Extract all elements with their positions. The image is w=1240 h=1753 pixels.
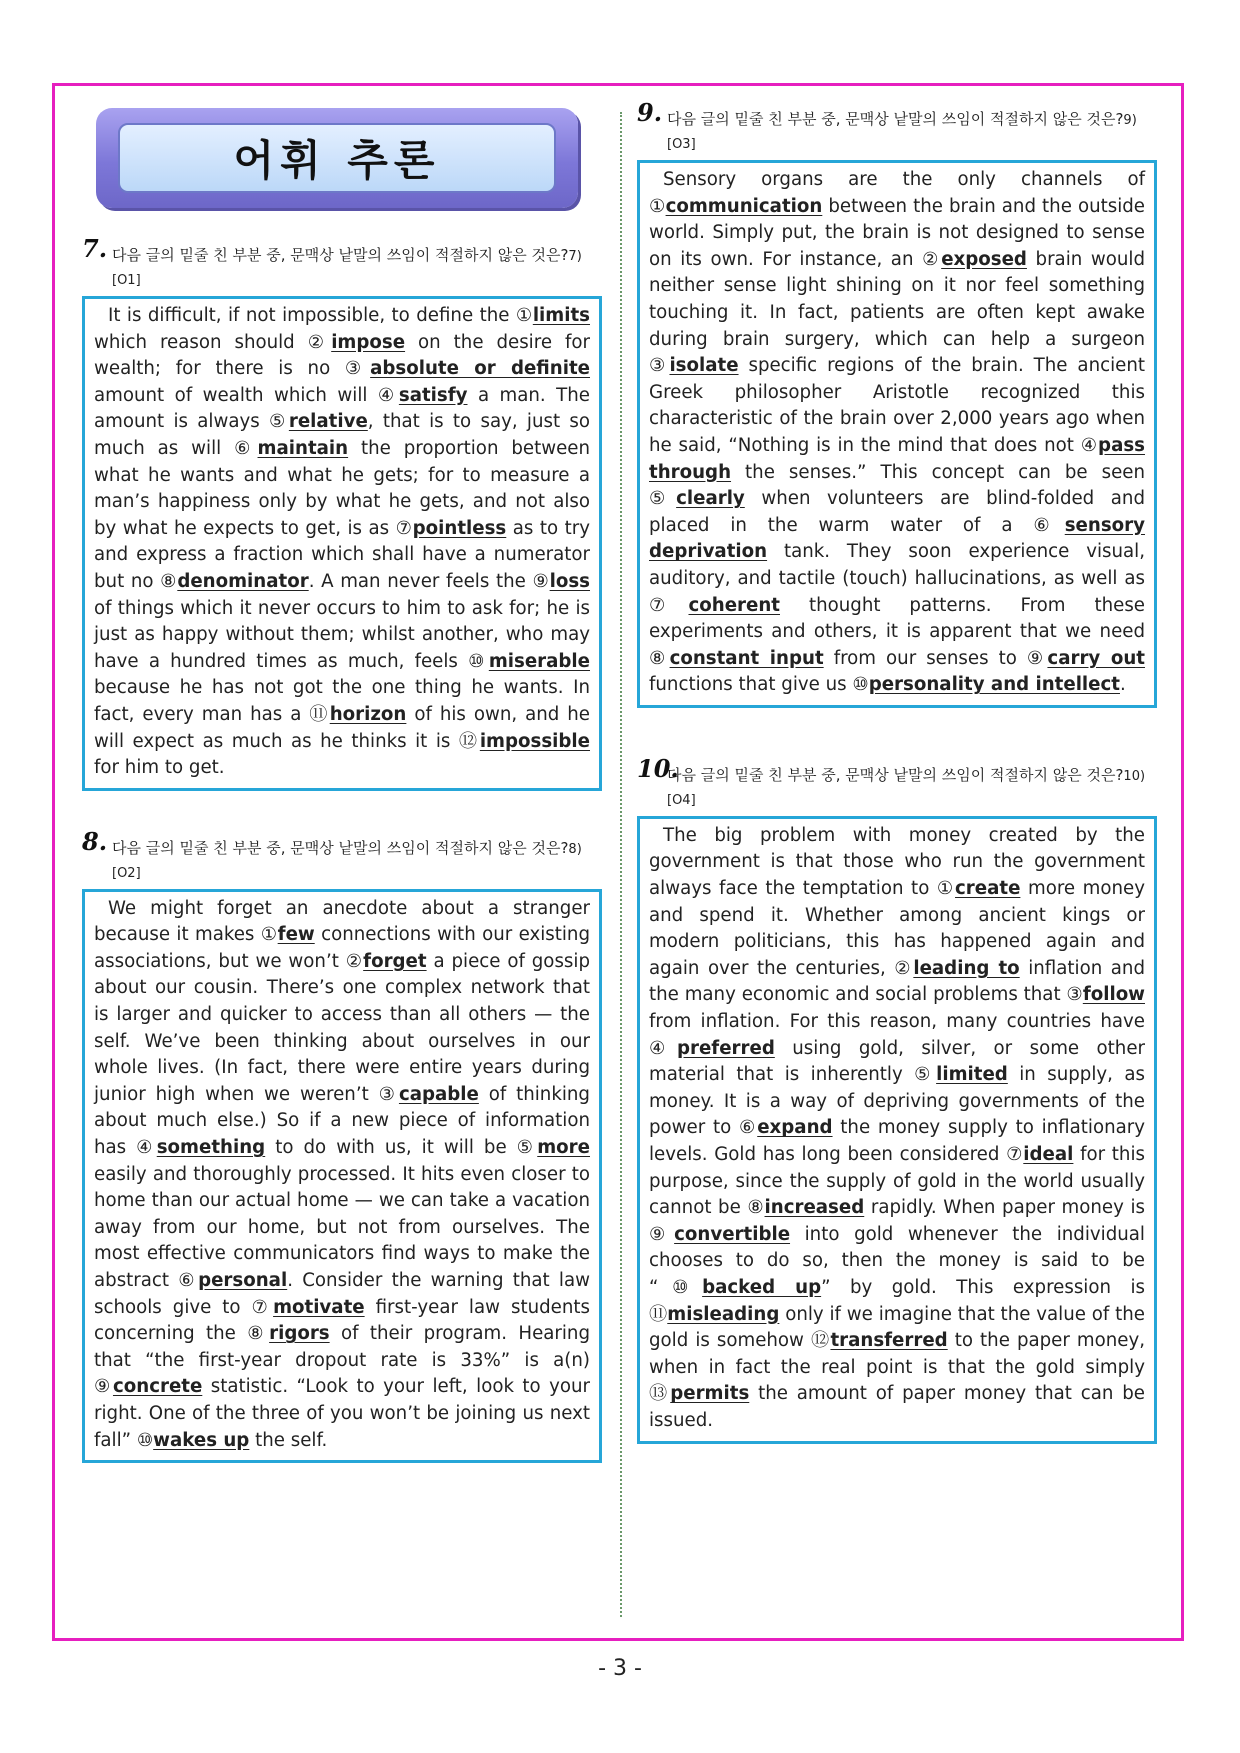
underlined-word: increased [764, 1197, 865, 1219]
passage-segment: tank. They soon experience visual, auditory, and tactile (touch) hallucinations, as well as ⑦ [649, 541, 1145, 616]
underlined-word: carry out [1047, 647, 1145, 669]
question-tag: 9)[O3] [667, 113, 1137, 152]
underlined-word: misleading [667, 1303, 780, 1325]
passage-segment: of things which it never occurs to him to ask for; he is just as happy without them; whilst another, who may have a hundred times as much, feels ⑩ [94, 597, 590, 672]
underlined-word: impose [331, 331, 406, 353]
question-header [637, 753, 1157, 812]
question-9 [637, 98, 1157, 708]
passage-box [637, 816, 1157, 1444]
passage-segment: rapidly. When paper money is ⑨ [649, 1197, 1145, 1245]
question-instruction: 다음 글의 밑줄 친 부분 중, 문맥상 낱말의 쓰임이 적절하지 않은 것은? [112, 838, 569, 857]
section-title-banner [96, 108, 578, 208]
passage-segment: because he has not got the one thing he wants. In fact, every man has a ⑪ [94, 677, 590, 725]
question-instruction: 다음 글의 밑줄 친 부분 중, 문맥상 낱말의 쓰임이 적절하지 않은 것은? [112, 246, 569, 264]
underlined-word: coherent [688, 594, 780, 616]
underlined-word: expand [757, 1117, 833, 1139]
passage-segment: specific regions of the brain. The ancient Greek philosopher Aristotle recognized this characteristic of the brain over 2,000 years ago when he said, “Nothing is in the mind that does not ④ [649, 355, 1145, 456]
question-instruction: 다음 글의 밑줄 친 부분 중, 문맥상 낱말의 쓰임이 적절하지 않은 것은? [667, 765, 1124, 784]
underlined-word: relative [288, 411, 368, 433]
passage-segment: more money and spend it. Whether among ancient kings or modern politicians, this has happened again and again over the centuries, ② [649, 878, 1146, 979]
underlined-word: pass through [649, 434, 1145, 483]
passage-segment: brain would neither sense light shining on it nor feel something touching it. In fact, patients are often kept awake during brain surgery, which can help a surgeon ③ [649, 248, 1146, 377]
passage-segment: . A man never feels the ⑨ [308, 570, 550, 592]
passage-segment: easily and thoroughly processed. It hits even closer to home than our actual home — we can take a vacation away from our home, but not from ourselves. The most effective communicators find ways to make the abstract ⑥ [94, 1163, 590, 1291]
passage-segment: for him to get. [94, 757, 225, 779]
underlined-word: exposed [941, 248, 1027, 270]
underlined-word: loss [549, 570, 590, 592]
passage-text [649, 167, 1145, 699]
question-10 [637, 753, 1157, 1444]
underlined-word: rigors [269, 1323, 330, 1345]
underlined-word: limited [936, 1064, 1008, 1086]
passage-segment: the proportion between what he wants and what he gets; for to measure a man’s happiness only by what he gets, and not also by what he expects to get, is as ⑦ [94, 437, 591, 539]
question-number: 7. [82, 234, 108, 263]
question-8 [82, 826, 602, 1463]
question-tag: 8)[O2] [112, 841, 582, 881]
column-divider [620, 112, 622, 1617]
underlined-word: preferred [676, 1037, 775, 1059]
underlined-word: forget [363, 950, 427, 972]
passage-segment: amount of wealth which will ④ [94, 384, 399, 406]
underlined-word: limits [532, 305, 590, 326]
passage-segment: inflation and the many economic and social problems that ③ [649, 957, 1145, 1006]
passage-segment: thought patterns. From these experiments and others, it is apparent that we need ⑧ [649, 594, 1145, 669]
underlined-word: isolate [669, 355, 739, 377]
underlined-word: clearly [676, 488, 745, 510]
underlined-word: sensory deprivation [649, 514, 1145, 563]
passage-segment: between the brain and the outside world. Simply put, the brain is not designed to sense on its own. For instance, an ② [649, 195, 1145, 270]
passage-text [649, 823, 1145, 1435]
section-title: 어휘 추론 [233, 136, 441, 185]
underlined-word: more [537, 1137, 590, 1159]
underlined-word: communication [665, 195, 823, 217]
question-instruction: 다음 글의 밑줄 친 부분 중, 문맥상 낱말의 쓰임이 적절하지 않은 것은? [667, 110, 1124, 128]
question-number: 9. [637, 98, 663, 127]
passage-segment: of thinking about much else.) So if a new piece of information has ④ [94, 1083, 590, 1159]
underlined-word: something [156, 1137, 266, 1159]
underlined-word: maintain [257, 437, 349, 459]
passage-segment: statistic. “Look to your left, look to your right. One of the three of you won’t be joining us next fall” ⑩ [94, 1376, 590, 1451]
underlined-word: miserable [488, 650, 590, 672]
underlined-word: personal [198, 1270, 288, 1291]
passage-segment: to do with us, it will be ⑤ [265, 1137, 538, 1159]
passage-segment: The big problem with money created by the government is that those who run the government always face the temptation to ① [649, 824, 1145, 900]
passage-segment: a piece of gossip about our cousin. There’s one complex network that is larger and quicker to access than all others — the self. We’ve been thinking about ourselves in our whole lives. (In fact, there were entire years during junior high when we weren’t ③ [94, 950, 590, 1105]
passage-segment: the self. [249, 1429, 328, 1451]
passage-segment: a man. The amount is always ⑤ [94, 384, 590, 433]
passage-segment: which reason should ② [94, 331, 332, 353]
underlined-word: horizon [329, 703, 407, 725]
passage-segment: Sensory organs are the only channels of ① [649, 169, 1145, 217]
passage-segment: only if we imagine that the value of the gold is somehow ⑫ [649, 1303, 1145, 1352]
question-tag: 10)[O4] [667, 768, 1146, 808]
question-header [637, 98, 1157, 156]
passage-segment: . [1119, 674, 1126, 696]
passage-segment: We might forget an anecdote about a stranger because it makes ① [94, 897, 590, 946]
passage-segment: into gold whenever the individual chooses to do so, then the money is said to be “⑩ [649, 1223, 1145, 1298]
passage-segment: on the desire for wealth; for there is no ③ [94, 331, 590, 380]
passage-segment: functions that give us ⑩ [649, 674, 869, 696]
page-number: - 3 - [598, 1656, 642, 1681]
underlined-word: motivate [273, 1296, 365, 1318]
underlined-word: backed up [702, 1276, 822, 1298]
underlined-word: permits [670, 1383, 750, 1405]
passage-segment: ” by gold. This expression is ⑪ [649, 1276, 1145, 1325]
underlined-word: personality and intellect [868, 674, 1120, 696]
section-title-inner [118, 123, 556, 193]
question-tag: 7)[O1] [112, 249, 582, 288]
passage-segment: of his own, and he will expect as much as he thinks it is ⑫ [94, 703, 590, 752]
underlined-word: leading to [913, 957, 1020, 979]
question-number: 10. [637, 753, 679, 783]
passage-segment: first-year law students concerning the ⑧ [94, 1296, 590, 1345]
passage-segment: as to try and express a fraction which shall have a numerator but no ⑧ [94, 517, 590, 592]
underlined-word: absolute or definite [370, 358, 590, 380]
passage-segment: when volunteers are blind-folded and placed in the warm water of a ⑥ [649, 488, 1146, 536]
underlined-word: satisfy [398, 384, 468, 406]
underlined-word: wakes up [153, 1429, 250, 1451]
passage-segment: . Consider the warning that law schools give to ⑦ [94, 1270, 590, 1318]
passage-segment: connections with our existing associations, but we won’t ② [94, 924, 590, 972]
underlined-word: constant input [669, 647, 824, 669]
passage-segment: from inflation. For this reason, many countries have ④ [649, 1011, 1145, 1059]
underlined-word: impossible [479, 730, 590, 752]
passage-segment: from our senses to ⑨ [823, 647, 1048, 669]
passage-segment: , that is to say, just so much as will ⑥ [94, 411, 590, 459]
question-header [82, 234, 602, 292]
passage-segment: in supply, as money. It is a way of depriving governments of the power to ⑥ [649, 1064, 1145, 1139]
right-column [637, 98, 1157, 1444]
underlined-word: follow [1082, 984, 1145, 1006]
underlined-word: convertible [674, 1223, 791, 1245]
passage-box [82, 296, 602, 791]
passage-box [637, 160, 1157, 708]
passage-text [94, 896, 590, 1454]
passage-segment: using gold, silver, or some other material that is inherently ⑤ [649, 1037, 1145, 1086]
left-column [82, 108, 602, 1463]
underlined-word: concrete [112, 1376, 203, 1398]
passage-segment: for this purpose, since the supply of gold in the world usually cannot be ⑧ [649, 1144, 1145, 1219]
underlined-word: ideal [1023, 1144, 1074, 1165]
passage-text [94, 303, 590, 782]
underlined-word: few [277, 924, 315, 946]
passage-segment: of their program. Hearing that “the first-year dropout rate is 33%” is a(n) ⑨ [94, 1323, 590, 1398]
question-header [82, 826, 602, 885]
underlined-word: transferred [830, 1330, 948, 1352]
question-7 [82, 234, 602, 791]
underlined-word: create [955, 878, 1021, 900]
question-number: 8. [82, 826, 108, 856]
underlined-word: capable [398, 1083, 479, 1105]
passage-segment: It is difficult, if not impossible, to define the ① [108, 305, 533, 326]
passage-segment: the senses.” This concept can be seen ⑤ [649, 461, 1145, 510]
passage-segment: the money supply to inflationary levels. Gold has long been considered ⑦ [649, 1117, 1145, 1165]
underlined-word: pointless [412, 517, 507, 539]
passage-segment: the amount of paper money that can be issued. [649, 1383, 1145, 1431]
passage-segment: to the paper money, when in fact the real point is that the gold simply ⑬ [649, 1330, 1145, 1405]
underlined-word: denominator [177, 570, 309, 592]
passage-box [82, 889, 602, 1463]
